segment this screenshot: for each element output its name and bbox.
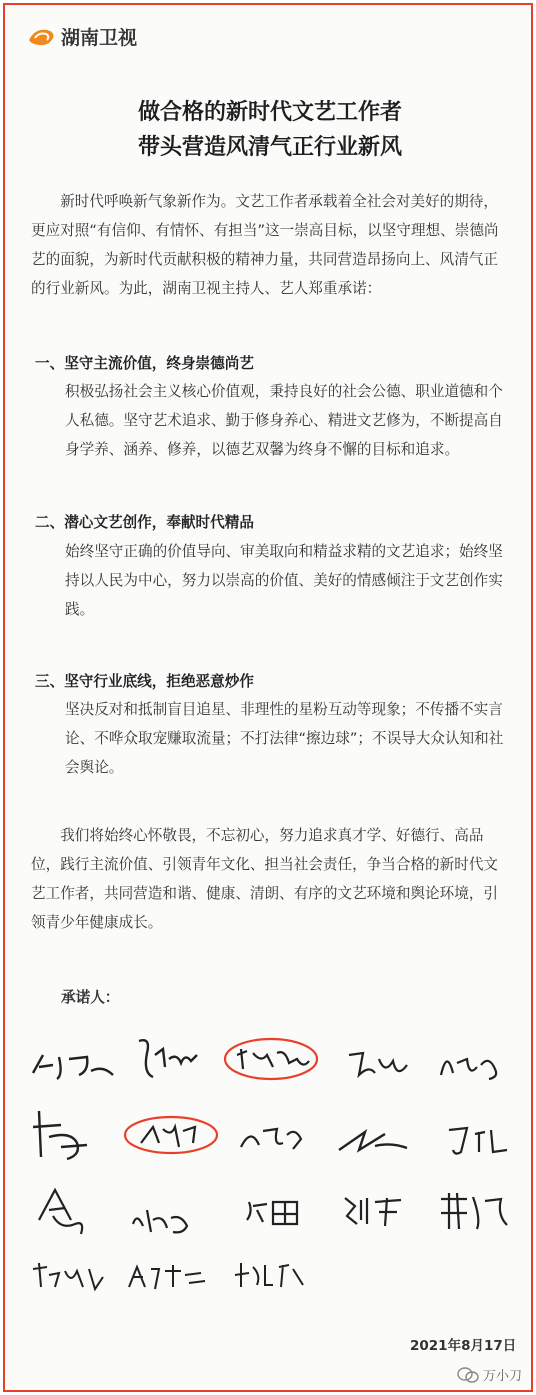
- signature-2: [133, 1033, 203, 1087]
- intro-paragraph: 新时代呼唤新气象新作为。文艺工作者承载着全社会对美好的期待，更应对照“有信仰、有情怀、有担当”这一崇高目标，以坚守理想、崇德尚艺的面貌，为新时代贡献积极的精神力量，共同营造昂扬向上、风清气正的行业新风。为此，湖南卫视主持人、艺人郑重承诺：: [31, 193, 499, 297]
- signature-15: [437, 1189, 517, 1239]
- signature-3-highlighted: [223, 1035, 323, 1089]
- signature-6: [31, 1107, 101, 1171]
- logo-text: 湖南卫视: [61, 27, 138, 49]
- signature-8: [237, 1117, 307, 1161]
- signature-7-highlighted: [123, 1113, 223, 1163]
- signature-11: [31, 1180, 101, 1244]
- section-2-body: 始终坚守正确的价值导向、审美取向和精益求精的文艺追求；始终坚持以人民为中心，努力以崇高的价值、美好的情感倾注于文艺创作实践。: [65, 543, 503, 618]
- page-title-line-1: 做合格的新时代文艺工作者: [137, 100, 402, 125]
- watermark-text: 万小刀: [483, 1369, 523, 1384]
- signature-4: [345, 1045, 415, 1089]
- signature-10: [445, 1120, 515, 1164]
- signature-5: [437, 1045, 507, 1089]
- wechat-icon: [457, 1367, 479, 1383]
- document-date: 2021年8月17日: [410, 1338, 517, 1354]
- document-frame: [3, 3, 533, 1392]
- signature-13: [243, 1192, 313, 1236]
- signature-18: [231, 1255, 311, 1299]
- signature-9: [335, 1120, 415, 1164]
- hunan-tv-logo-icon: [27, 26, 57, 48]
- signature-14: [339, 1190, 409, 1234]
- signature-16: [29, 1257, 109, 1301]
- signature-17: [125, 1257, 215, 1301]
- section-3-heading: 三、坚守行业底线，拒绝恶意炒作: [35, 673, 254, 690]
- pledger-label: 承诺人：: [61, 989, 120, 1006]
- page-title-line-2: 带头营造风清气正行业新风: [137, 135, 402, 160]
- section-3-body: 坚决反对和抵制盲目追星、非理性的星粉互动等现象；不传播不实言论、不哗众取宠赚取流量；不打法律“擦边球”；不误导大众认知和社会舆论。: [65, 701, 504, 776]
- signature-1: [29, 1045, 119, 1089]
- watermark: [457, 1365, 522, 1384]
- signature-12: [129, 1200, 199, 1244]
- hunan-tv-logo: [27, 23, 137, 50]
- section-1-body: 积极弘扬社会主义核心价值观，秉持良好的社会公德、职业道德和个人私德。坚守艺术追求、勤于修身养心、精进文艺修为，不断提高自身学养、涵养、修养，以德艺双馨为终身不懈的目标和追求。: [65, 383, 503, 458]
- closing-paragraph: 我们将始终心怀敬畏，不忘初心，努力追求真才学、好德行、高品位，践行主流价值、引领青年文化、担当社会责任，争当合格的新时代文艺工作者，共同营造和谐、健康、清朗、有序的文艺环境和舆论环境，引领青少年健康成长。: [31, 827, 499, 931]
- section-1-heading: 一、坚守主流价值，终身崇德尚艺: [35, 355, 254, 372]
- section-2-heading: 二、潜心文艺创作，奉献时代精品: [35, 514, 254, 531]
